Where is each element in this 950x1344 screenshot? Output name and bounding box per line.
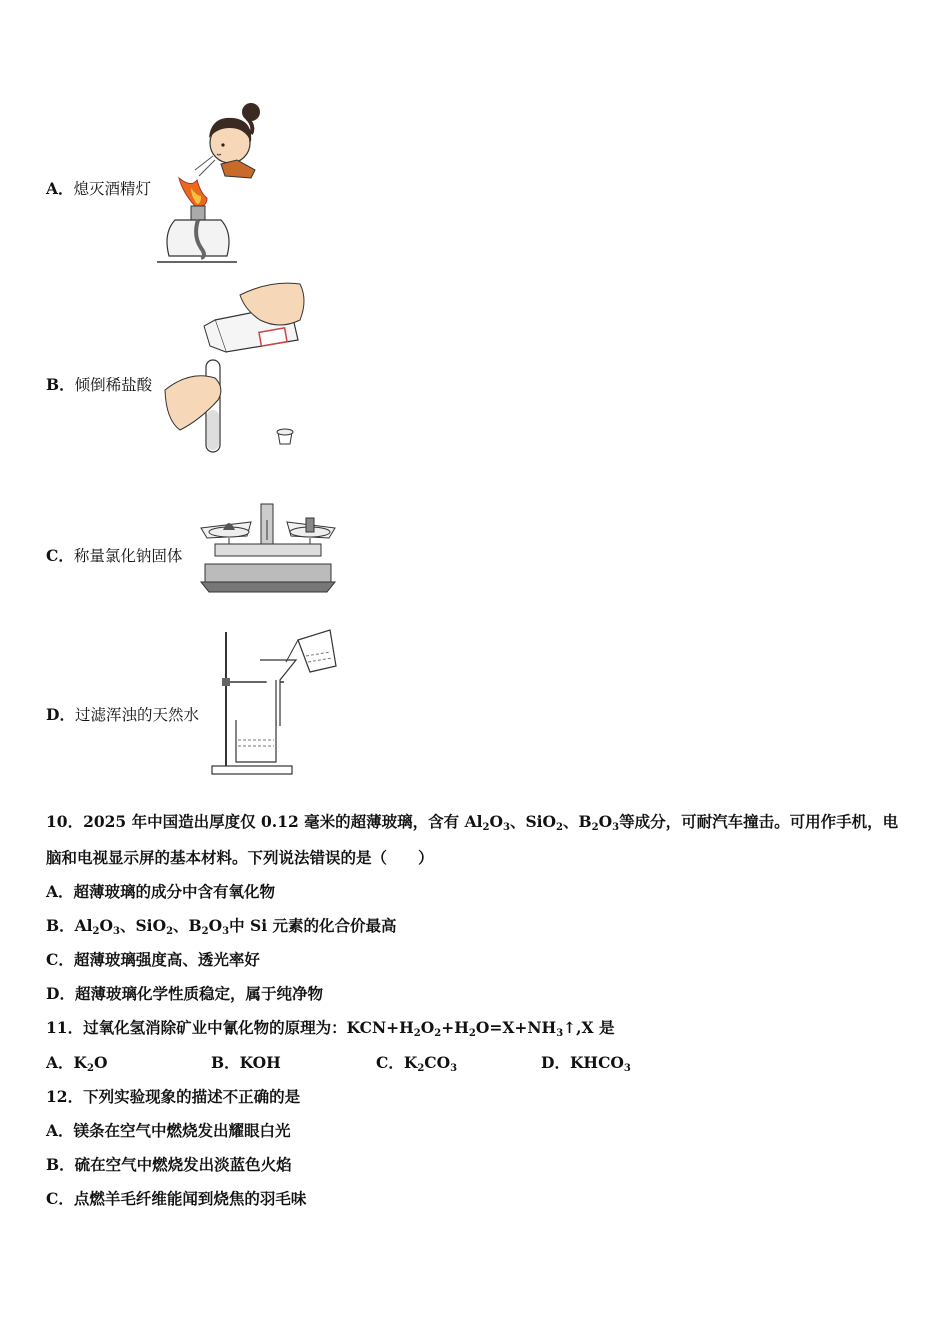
q10-chem-list: $Al_2O_3$、SiO$_2$、$B_2O_3$ xyxy=(464,812,620,833)
option-letter: A． xyxy=(46,882,74,901)
q11-stem-text: 过氧化氢消除矿业中氰化物的原理为： xyxy=(83,1018,347,1037)
option-text: 超薄玻璃化学性质稳定，属于纯净物 xyxy=(74,984,323,1003)
q10-stem-text: 2025 年中国造出厚度仅 xyxy=(83,812,262,831)
q10-stem-line2: 脑和电视显示屏的基本材料。下列说法错误的是（ ） xyxy=(46,848,434,867)
option-text: 中 Si 元素的化合价最高 xyxy=(229,916,397,935)
option-text: 镁条在空气中燃烧发出耀眼白光 xyxy=(73,1121,291,1140)
question-number: 10． xyxy=(46,812,84,831)
option-letter: B． xyxy=(46,1155,75,1174)
filtration-figure xyxy=(210,626,340,778)
q11-option-c: C．$K_2CO_3$ xyxy=(376,1053,458,1074)
pour-dilute-hcl-figure xyxy=(160,280,310,460)
q10-thickness: 0.12 xyxy=(261,812,299,831)
option-letter: C． xyxy=(46,1189,74,1208)
option-text: 超薄玻璃强度高、透光率好 xyxy=(73,950,260,969)
q12-option-b xyxy=(46,1155,292,1175)
option-letter: D． xyxy=(46,705,75,724)
q10-stem-text: 等成分，可耐汽车撞击。可用作手机，电 xyxy=(619,812,899,831)
q10-stem-line1 xyxy=(46,812,898,832)
option-text: 过滤浑浊的天然水 xyxy=(74,706,199,724)
q12-option-c xyxy=(46,1189,306,1209)
q9-option-c xyxy=(46,544,182,566)
q11-stem xyxy=(46,1018,614,1038)
option-letter: C． xyxy=(46,546,74,565)
q11-equation: $KCN+H_2O_2+H_2O=X+NH_3↑,X$ 是 xyxy=(346,1018,615,1039)
q12-option-a xyxy=(46,1121,291,1141)
q10-option-b xyxy=(46,916,396,936)
question-number: 11． xyxy=(46,1018,84,1037)
option-text: 称量氯化钠固体 xyxy=(73,547,183,565)
option-letter: D． xyxy=(46,984,75,1003)
q10-option-d xyxy=(46,984,323,1004)
q10-option-c xyxy=(46,950,260,970)
q12-stem-text: 下列实验现象的描述不正确的是 xyxy=(83,1087,301,1106)
weigh-nacl-figure xyxy=(195,500,340,595)
option-letter: A． xyxy=(46,179,74,198)
option-letter: B． xyxy=(46,375,75,394)
q11-option-b: B．KOH xyxy=(211,1053,281,1072)
option-chem: $Al_2O_3$、SiO$_2$、$B_2O_3$ xyxy=(74,916,230,937)
q9-option-a xyxy=(46,177,151,199)
option-text: 点燃羊毛纤维能闻到烧焦的羽毛味 xyxy=(73,1189,307,1208)
extinguish-alcohol-lamp-figure xyxy=(155,98,270,268)
q9-option-d xyxy=(46,703,199,725)
q10-stem-text: 毫米的超薄玻璃，含有 xyxy=(298,812,465,831)
option-letter: C． xyxy=(46,950,74,969)
q11-option-d: D．$KHCO_3$ xyxy=(541,1053,631,1074)
option-text: 硫在空气中燃烧发出淡蓝色火焰 xyxy=(74,1155,292,1174)
option-letter: B． xyxy=(46,916,75,935)
option-text: 超薄玻璃的成分中含有氧化物 xyxy=(73,882,276,901)
q11-options xyxy=(46,1053,746,1073)
question-number: 12． xyxy=(46,1087,84,1106)
option-text: 熄灭酒精灯 xyxy=(73,180,152,198)
q10-option-a xyxy=(46,882,275,902)
q12-stem xyxy=(46,1087,300,1107)
q11-option-a: A．$K_2O$ xyxy=(46,1053,108,1074)
q9-option-b xyxy=(46,373,152,395)
option-letter: A． xyxy=(46,1121,74,1140)
option-text: 倾倒稀盐酸 xyxy=(74,376,153,394)
